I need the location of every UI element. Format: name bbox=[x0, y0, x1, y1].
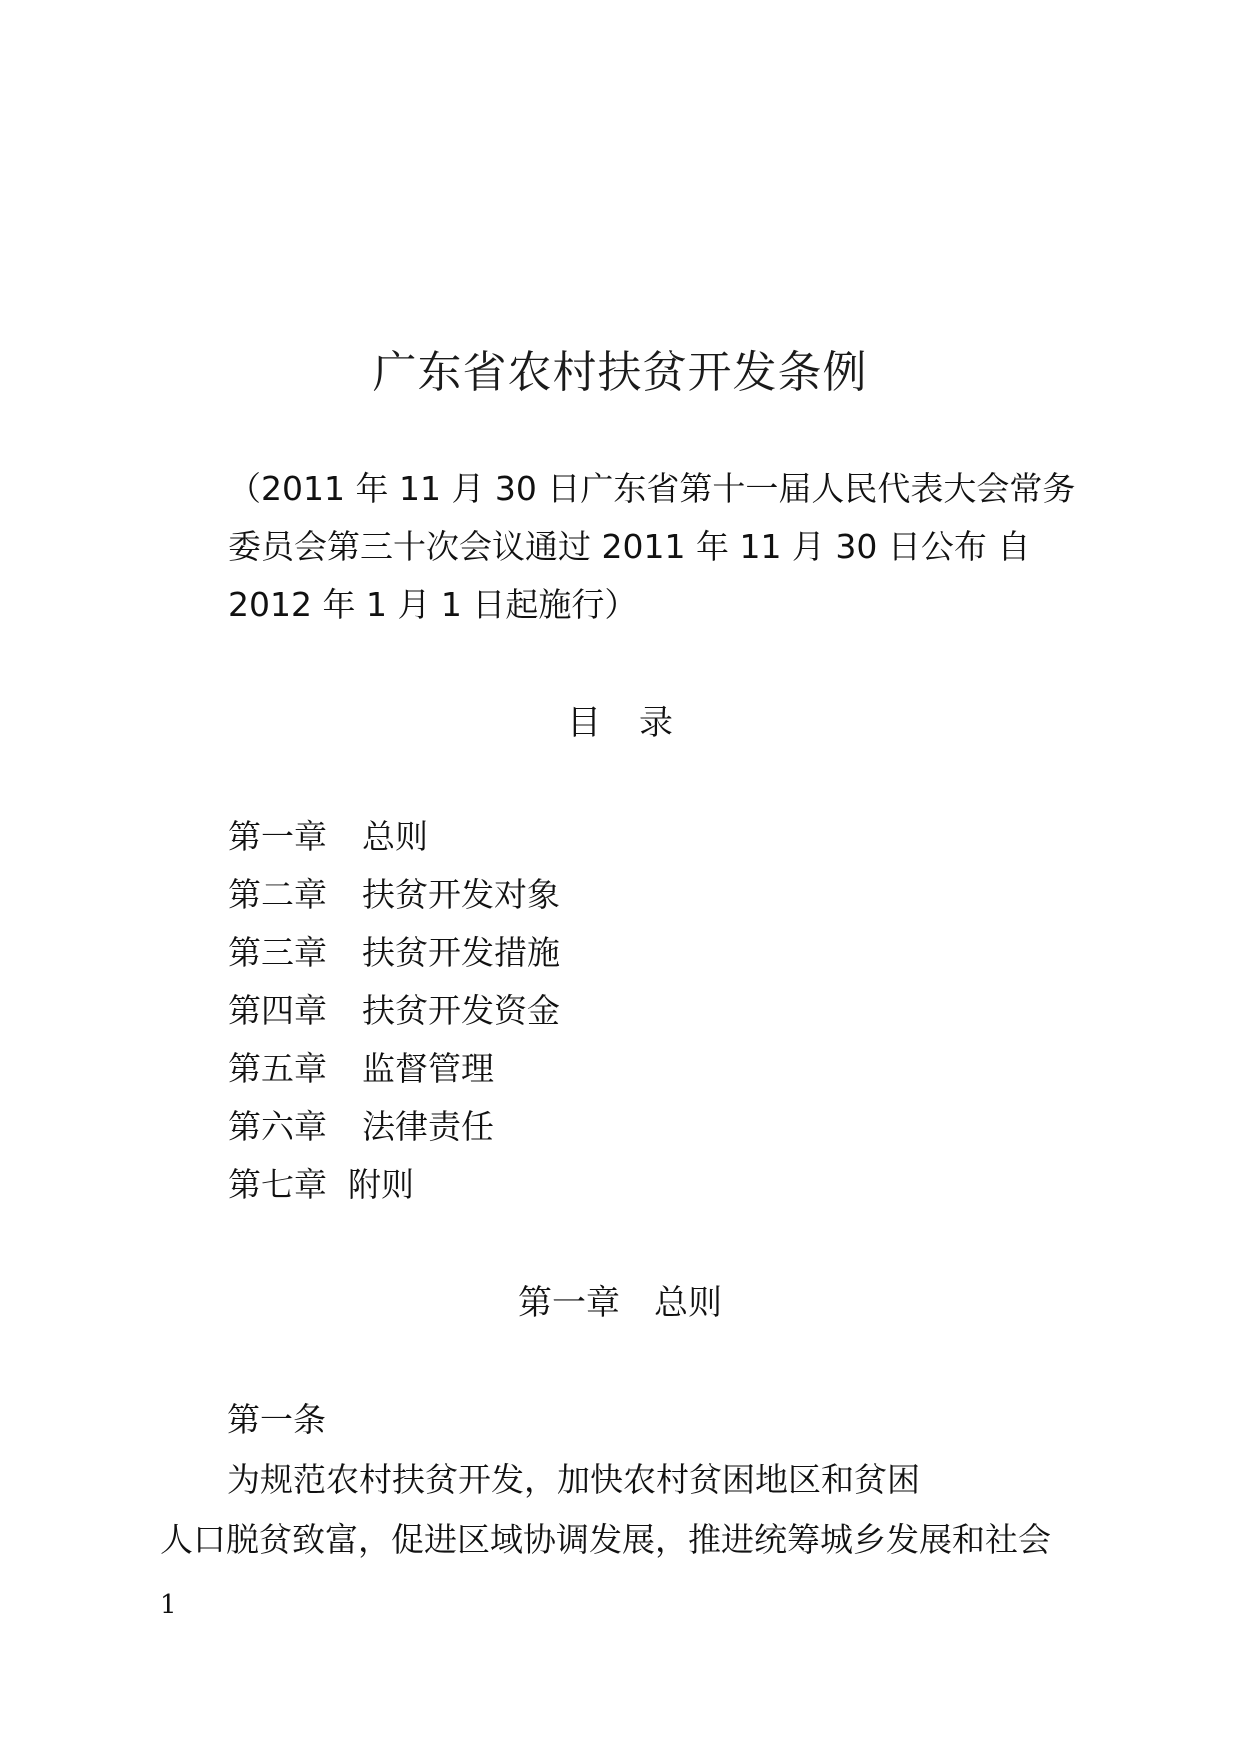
toc-chapter-title: 法律责任 bbox=[362, 1107, 494, 1146]
toc-chapter-title: 扶贫开发对象 bbox=[362, 875, 560, 914]
chapter-heading-title: 总则 bbox=[654, 1283, 722, 1323]
toc-chapter-number: 第二章 bbox=[228, 875, 327, 914]
toc-chapter-number: 第三章 bbox=[228, 933, 327, 972]
article-1-text-1: 为规范农村扶贫开发，加快农村贫困地区和贫困 bbox=[227, 1460, 920, 1499]
toc-item-chapter-4[interactable] bbox=[228, 982, 928, 1040]
toc-item-chapter-6[interactable] bbox=[228, 1098, 928, 1156]
toc-chapter-number: 第五章 bbox=[228, 1049, 327, 1088]
article-1-line-1 bbox=[160, 1390, 1090, 1510]
toc-heading bbox=[0, 695, 1240, 744]
toc-chapter-number: 第一章 bbox=[228, 817, 327, 856]
chapter-heading-number: 第一章 bbox=[518, 1283, 620, 1323]
toc-chapter-title: 扶贫开发措施 bbox=[362, 933, 560, 972]
adoption-note-line-1: （2011 年 11 月 30 日广东省第十一届人民代表大会常务 bbox=[228, 469, 1076, 508]
adoption-note-line-2: 委员会第三十次会议通过 2011 年 11 月 30 日公布 自 bbox=[228, 527, 1031, 566]
toc-chapter-number: 第六章 bbox=[228, 1107, 327, 1146]
toc-chapter-title: 扶贫开发资金 bbox=[362, 991, 560, 1030]
chapter-heading bbox=[0, 1275, 1240, 1324]
toc-chapter-number: 第四章 bbox=[228, 991, 327, 1030]
article-label: 第一条 bbox=[227, 1400, 326, 1439]
toc-heading-left: 目 bbox=[567, 703, 601, 743]
adoption-note bbox=[228, 460, 1088, 634]
toc-item-chapter-2[interactable] bbox=[228, 866, 928, 924]
toc-heading-right: 录 bbox=[639, 703, 673, 743]
article-1-line-2: 人口脱贫致富，促进区域协调发展，推进统筹城乡发展和社会 bbox=[160, 1520, 1051, 1559]
toc-item-chapter-1[interactable] bbox=[228, 808, 928, 866]
page-number: 1 bbox=[160, 1590, 177, 1620]
article-1 bbox=[160, 1390, 1090, 1570]
toc-item-chapter-7[interactable] bbox=[228, 1156, 928, 1214]
toc-chapter-title: 监督管理 bbox=[362, 1049, 494, 1088]
adoption-note-line-3: 2012 年 1 月 1 日起施行） bbox=[228, 585, 638, 624]
toc-item-chapter-3[interactable] bbox=[228, 924, 928, 982]
table-of-contents bbox=[228, 808, 928, 1214]
toc-chapter-title: 附则 bbox=[348, 1165, 414, 1204]
toc-item-chapter-5[interactable] bbox=[228, 1040, 928, 1098]
page-title: 广东省农村扶贫开发条例 bbox=[372, 347, 868, 398]
toc-chapter-number: 第七章 bbox=[228, 1165, 327, 1204]
toc-chapter-title: 总则 bbox=[362, 817, 428, 856]
